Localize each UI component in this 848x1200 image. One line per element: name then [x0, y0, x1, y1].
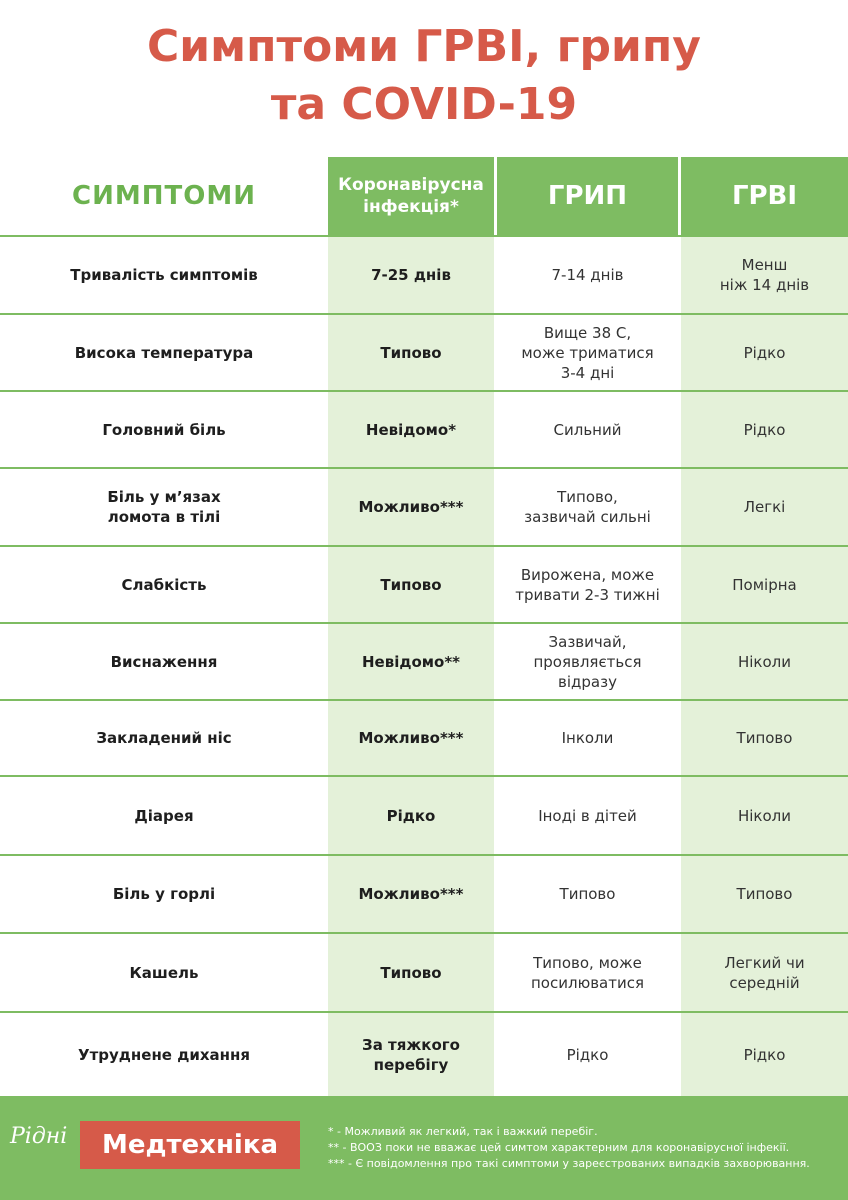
cell-covid: Типово — [380, 963, 442, 982]
header-symptoms: СИМПТОМИ — [72, 181, 256, 211]
page-title-line-2: та COVID-19 — [270, 79, 578, 130]
cell-arvi: Легкі — [743, 498, 786, 516]
cell-symptom: Головний біль — [102, 420, 226, 439]
table-row — [0, 237, 848, 313]
cell-symptom: Діарея — [134, 806, 194, 825]
cell-flu: Інколи — [561, 729, 614, 747]
header-arvi: ГРВІ — [681, 157, 848, 235]
cell-arvi: Рідко — [743, 1045, 786, 1064]
cell-symptom: Біль у м’язах ломота в тілі — [107, 488, 221, 526]
cell-flu: Вирожена, може тривати 2-3 тижні — [515, 565, 660, 604]
table-row — [0, 315, 848, 390]
table-row — [0, 856, 848, 932]
cell-covid: Рідко — [386, 806, 436, 825]
cell-covid: Можливо*** — [358, 498, 464, 516]
cell-covid: 7-25 днів — [371, 266, 451, 284]
cell-symptom: Утруднене дихання — [78, 1045, 250, 1064]
cell-flu: Типово, зазвичай сильні — [524, 488, 651, 526]
cell-covid: Невідомо* — [365, 420, 457, 439]
cell-flu: Вище 38 С, може триматися 3-4 дні — [521, 323, 654, 382]
table-row — [0, 701, 848, 775]
header-covid: Коронавірусна інфекція* — [328, 157, 494, 235]
footnote-3: *** - Є повідомлення про такі симптоми у зареєстрованих випадків захворювання. — [328, 1157, 810, 1170]
table-header — [0, 157, 848, 235]
cell-flu: Іноді в дітей — [538, 806, 637, 825]
cell-symptom: Тривалість симптомів — [70, 266, 258, 284]
cell-arvi: Легкий чи середній — [724, 953, 805, 992]
cell-covid: Можливо*** — [358, 885, 464, 903]
table-row — [0, 469, 848, 545]
cell-flu: Зазвичай, проявляється відразу — [533, 632, 642, 691]
cell-flu: Рідко — [566, 1045, 609, 1064]
header-flu: ГРИП — [497, 157, 678, 235]
brand-logo: Медтехніка — [80, 1121, 300, 1169]
cell-covid: Типово — [380, 575, 442, 594]
cell-symptom: Біль у горлі — [112, 885, 216, 903]
cell-symptom: Слабкість — [121, 575, 207, 594]
table-row — [0, 1013, 848, 1096]
cell-arvi: Рідко — [743, 343, 786, 362]
cell-covid: Типово — [380, 343, 442, 362]
cell-arvi: Менш ніж 14 днів — [719, 256, 810, 294]
footnotes — [328, 1124, 843, 1172]
page-title — [0, 18, 848, 134]
page-title-line-1: Симптоми ГРВІ, грипу — [147, 21, 701, 72]
table-row — [0, 547, 848, 622]
table-row — [0, 392, 848, 467]
table-row — [0, 624, 848, 699]
cell-covid: За тяжкого перебігу — [362, 1035, 460, 1074]
cell-covid: Можливо*** — [358, 729, 464, 747]
table-row — [0, 777, 848, 854]
footnote-1: * - Можливий як легкий, так і важкий перебіг. — [328, 1125, 598, 1138]
cell-flu: Сильний — [553, 420, 622, 439]
table-row — [0, 934, 848, 1011]
cell-symptom: Кашель — [129, 963, 199, 982]
cell-arvi: Ніколи — [737, 652, 792, 671]
cell-covid: Невідомо** — [361, 652, 461, 671]
cell-arvi: Типово — [736, 885, 793, 903]
cell-arvi: Рідко — [743, 420, 786, 439]
cell-arvi: Типово — [736, 729, 793, 747]
cell-flu: Типово — [559, 885, 616, 903]
footer — [0, 1096, 848, 1200]
brand-small-text: Рідні — [10, 1124, 68, 1149]
cell-flu: Типово, може посилюватися — [531, 953, 644, 992]
cell-symptom: Виснаження — [110, 652, 218, 671]
cell-flu: 7-14 днів — [551, 266, 624, 284]
cell-arvi: Ніколи — [737, 806, 792, 825]
cell-symptom: Закладений ніс — [96, 729, 232, 747]
cell-symptom: Висока температура — [74, 343, 254, 362]
footnote-2: ** - ВООЗ поки не вважає цей симтом характерним для коронавірусної інфекії. — [328, 1141, 790, 1154]
cell-arvi: Помірна — [732, 575, 797, 594]
